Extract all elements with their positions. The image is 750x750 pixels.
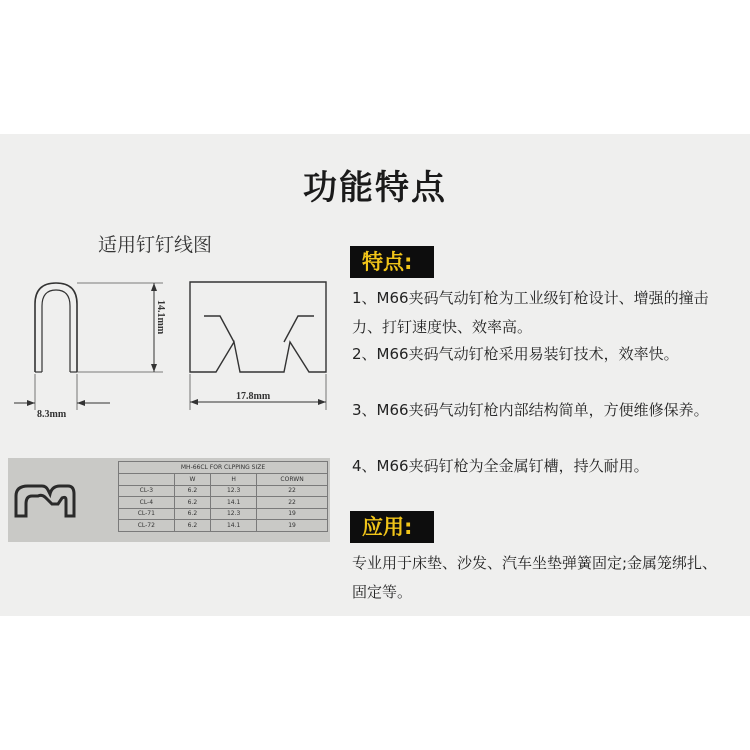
table-row — [119, 520, 328, 532]
table-cell: 6.2 — [174, 497, 210, 509]
page-title: 功能特点 — [303, 168, 447, 208]
crown-view-outline — [190, 282, 326, 372]
staple-side-inner — [42, 290, 70, 372]
staple-dimension-drawing — [8, 270, 338, 420]
feature-item: 2、M66夹码气动钉枪采用易装钉技术，效率快。 — [352, 345, 679, 363]
feature-item: 4、M66夹码钉枪为全金属钉槽，持久耐用。 — [352, 457, 649, 475]
features-heading: 特点: — [350, 246, 434, 278]
height-dimension-label: 14.1mm — [155, 300, 166, 335]
feature-item: 1、M66夹码气动钉枪为工业级钉枪设计、增强的撞击力、打钉速度快、效率高。 — [352, 289, 709, 336]
crown-dimension-label: 17.8mm — [236, 391, 271, 402]
crown-view-legs — [204, 316, 314, 342]
table-row — [119, 497, 328, 509]
table-cell: 22 — [257, 485, 328, 497]
clip-size-table — [118, 461, 328, 532]
usage-text: 专业用于床垫、沙发、汽车坐垫弹簧固定;金属笼绑扎、固定等。 — [352, 554, 718, 601]
clip-profile-icon — [8, 458, 108, 542]
table-cell: 19 — [257, 508, 328, 520]
table-cell: 14.1 — [211, 497, 257, 509]
diagram-title: 适用钉钉线图 — [98, 234, 213, 256]
table-cell: 22 — [257, 497, 328, 509]
table-cell: CL-3 — [119, 485, 175, 497]
table-row — [119, 485, 328, 497]
table-cell: 14.1 — [211, 520, 257, 532]
table-caption: MH-66CL FOR CLPPING SIZE — [119, 462, 328, 474]
table-cell: 6.2 — [174, 485, 210, 497]
table-cell: 19 — [257, 520, 328, 532]
staple-side-outline — [35, 283, 77, 372]
width-dimension-label: 8.3mm — [37, 409, 67, 420]
feature-item: 3、M66夹码气动钉枪内部结构简单，方便维修保养。 — [352, 401, 709, 419]
table-cell: CL-71 — [119, 508, 175, 520]
table-cell: 6.2 — [174, 520, 210, 532]
table-header-cell — [119, 474, 175, 486]
table-cell: 12.3 — [211, 508, 257, 520]
table-cell: CL-72 — [119, 520, 175, 532]
usage-heading: 应用: — [350, 511, 434, 543]
table-cell: 12.3 — [211, 485, 257, 497]
table-cell: 6.2 — [174, 508, 210, 520]
table-cell: CL-4 — [119, 497, 175, 509]
clip-size-table-image — [8, 458, 330, 542]
table-row — [119, 508, 328, 520]
table-header-cell: H — [211, 474, 257, 486]
table-header-cell: CORWN — [257, 474, 328, 486]
table-header-cell: W — [174, 474, 210, 486]
